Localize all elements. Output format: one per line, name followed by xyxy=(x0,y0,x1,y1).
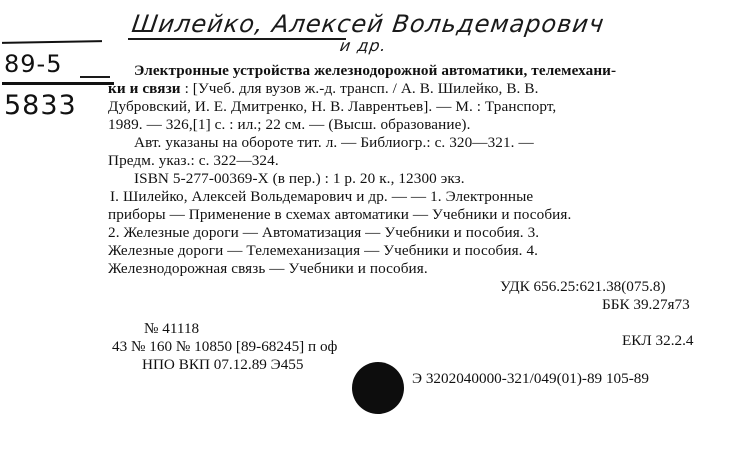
record-note-2: Предм. указ.: с. 322—324. xyxy=(108,152,279,169)
subject-line-4: Железные дороги — Телемеханизация — Учебники и пособия. 4. xyxy=(108,242,539,259)
call-number-divider xyxy=(2,82,114,85)
order-line: 43 № 160 № 10850 [89-68245] п оф xyxy=(112,338,338,355)
punch-hole xyxy=(352,362,404,414)
call-number-top-rule xyxy=(2,40,102,44)
handwritten-coauthors: и др. xyxy=(338,36,389,55)
udk-code: УДК 656.25:621.38(075.8) xyxy=(500,278,666,295)
subject-line-1: I. Шилейко, Алексей Вольдемарович и др. — — 1. Электронные xyxy=(110,188,534,205)
subject-line-2: приборы — Применение в схемах автоматики — Учебники и пособия. xyxy=(108,206,572,223)
title-continuation: ки и связи xyxy=(108,80,181,97)
record-line-3: 1989. — 326,[1] с. : ил.; 22 см. — (Высш. образование). xyxy=(108,116,471,133)
inventory-number: 5833 xyxy=(4,90,77,121)
subject-line-3: 2. Железные дороги — Автоматизация — Учебники и пособия. 3. xyxy=(108,224,540,241)
dash-mark xyxy=(80,76,110,78)
shelf-mark: 89-5 xyxy=(4,50,63,78)
subject-line-5: Железнодорожная связь — Учебники и пособия. xyxy=(108,260,428,277)
catalog-code: Э 3202040000-321/049(01)-89 105-89 xyxy=(412,370,649,387)
title-line-2 xyxy=(108,80,538,98)
record-note-1: Авт. указаны на обороте тит. л. — Библиогр.: с. 320—321. — xyxy=(134,134,534,151)
ekl-code: ЕКЛ 32.2.4 xyxy=(622,332,694,349)
record-line-2: Дубровский, И. Е. Дмитренко, Н. В. Лаврентьев]. — М. : Транспорт, xyxy=(108,98,557,115)
handwritten-author: Шилейко, Алексей Вольдемарович xyxy=(130,10,607,38)
record-line-1: : [Учеб. для вузов ж.-д. трансп. / А. В. Шилейко, В. В. xyxy=(184,80,539,97)
isbn-line: ISBN 5-277-00369-X (в пер.) : 1 р. 20 к., 12300 экз. xyxy=(134,170,465,187)
npo-line: НПО ВКП 07.12.89 Э455 xyxy=(142,356,304,373)
bbk-code: ББК 39.27я73 xyxy=(602,296,690,313)
handwritten-underline xyxy=(128,38,346,40)
title-line-1: Электронные устройства железнодорожной автоматики, телемехани- xyxy=(134,62,617,79)
print-number: № 41118 xyxy=(144,320,200,337)
